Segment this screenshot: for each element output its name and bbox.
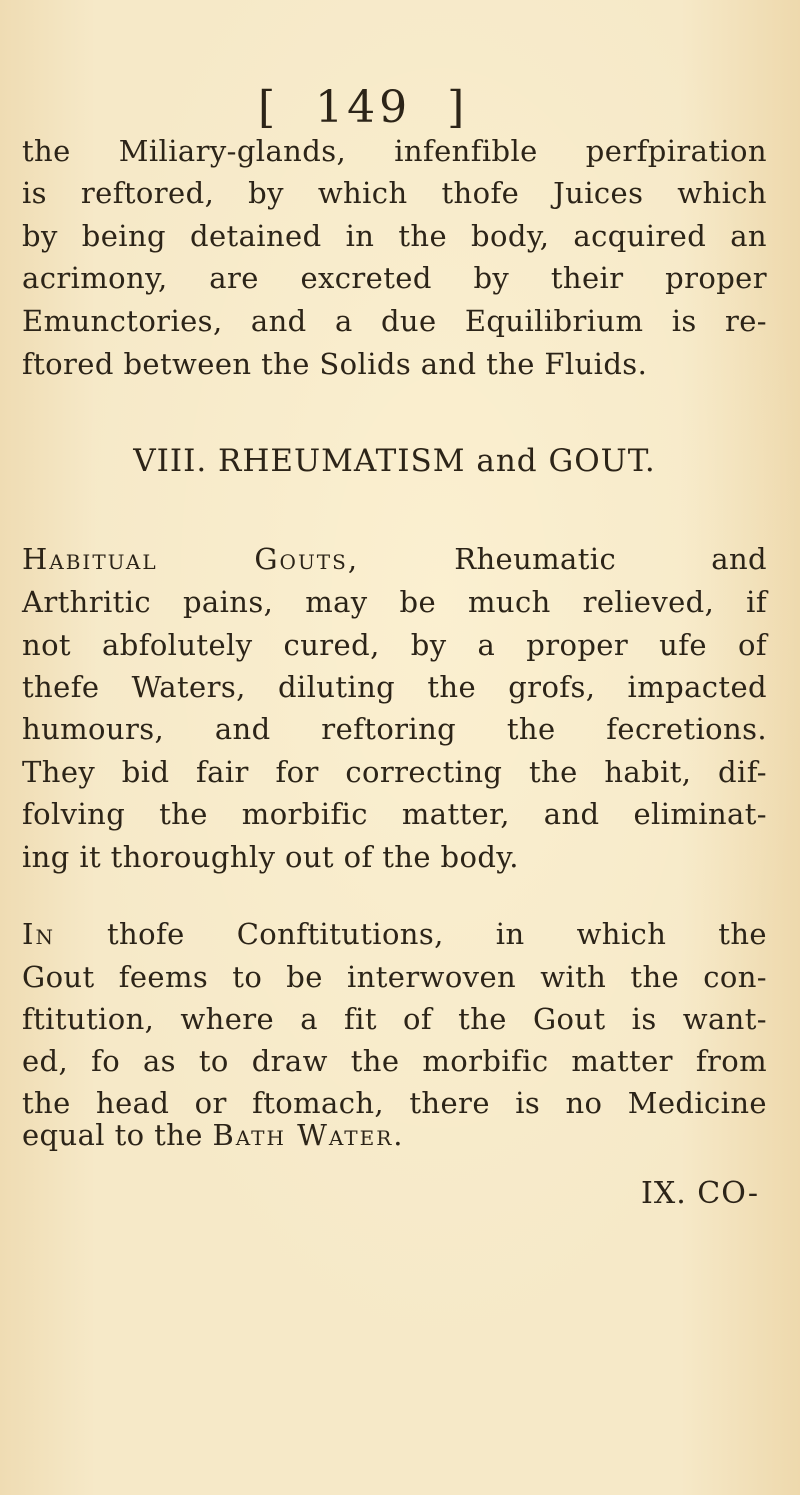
small-caps-lead: In — [22, 917, 55, 951]
text-line — [22, 542, 767, 576]
text-line: not abfolutely cured, by a proper ufe of — [22, 628, 767, 662]
text-line: ftored between the Solids and the Fluids. — [22, 347, 648, 381]
catchword: IX. CO- — [641, 1176, 760, 1211]
text-span: Rheumatic and — [359, 542, 767, 576]
section-heading: VIII. RHEUMATISM and GOUT. — [133, 443, 656, 479]
text-span: equal to the — [22, 1118, 213, 1152]
text-line: ed, fo as to draw the morbific matter from — [22, 1044, 767, 1078]
text-line: folving the morbific matter, and eliminat- — [22, 797, 767, 831]
text-line: is reftored, by which thofe Juices which — [22, 176, 767, 210]
text-line: the Miliary-glands, infenfible perfpiration — [22, 134, 767, 168]
small-caps-term: Bath Water — [212, 1118, 394, 1152]
text-line: ing it thoroughly out of the body. — [22, 840, 519, 874]
text-span: . — [393, 1118, 403, 1152]
text-line: acrimony, are excreted by their proper — [22, 261, 767, 295]
text-line: ftitution, where a fit of the Gout is want- — [22, 1002, 767, 1036]
text-line: They bid fair for correcting the habit, dif- — [22, 755, 767, 789]
text-line: by being detained in the body, acquired an — [22, 219, 767, 253]
text-line — [22, 917, 767, 951]
text-line: humours, and reftoring the fecretions. — [22, 712, 767, 746]
text-line: Arthritic pains, may be much relieved, if — [22, 585, 767, 619]
text-line: thefe Waters, diluting the grofs, impacted — [22, 670, 767, 704]
small-caps-lead: Habitual Gouts, — [22, 542, 360, 576]
text-line: Emunctories, and a due Equilibrium is re- — [22, 304, 767, 338]
text-line — [22, 1118, 403, 1152]
page-number: [ 149 ] — [258, 82, 469, 133]
text-span: thofe Conftitutions, in which the — [54, 917, 767, 951]
text-line: the head or ftomach, there is no Medicine — [22, 1086, 767, 1120]
text-line: Gout feems to be interwoven with the con- — [22, 960, 767, 994]
